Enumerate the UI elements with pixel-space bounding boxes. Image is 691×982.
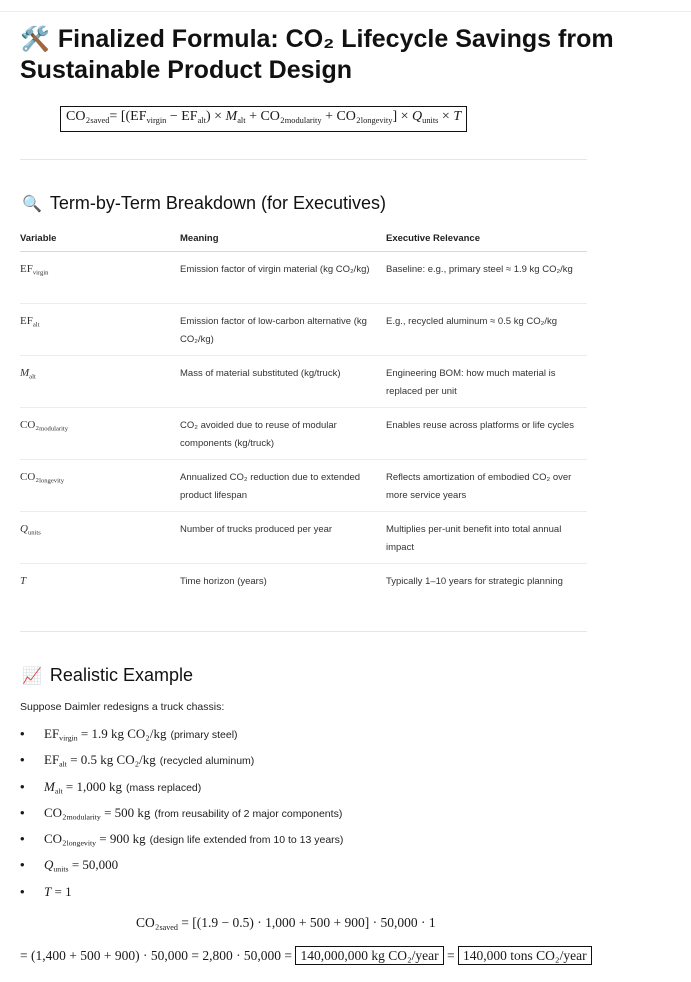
list-item: • $CO_2_{modularity} = 500$ kg (from reusability of 2 major components) [20,801,520,827]
page-title [20,24,640,85]
tools-icon: 🛠️ [20,26,50,53]
section-divider [20,159,587,160]
chart-increasing-icon: 📈 [22,668,42,685]
meaning-cell: CO₂ avoided due to reuse of modular components (kg/truck) [180,408,386,460]
list-item: • $EF_{virgin} = 1.9$ kg CO₂/kg (primary steel) [20,722,520,748]
variable-cell: $CO_2_{longevity}$ [20,460,180,512]
result-kg-box: 140,000,000 kg CO₂/year [295,946,443,965]
table-header-row [20,225,587,252]
variable-cell: $EF_{alt}$ [20,304,180,356]
main-formula: $CO_2_{saved}= [(EF_{virgin} - EF_{alt}) \times M_{alt} + CO_2_{modularity} + CO_2_{longevity}] \times Q_{units} \times T$ [60,106,467,132]
example-heading: 📈 Realistic Example [22,665,193,685]
example-intro: Suppose Daimler redesigns a truck chassis: [20,701,225,713]
calculation-line-1: $CO_2_{saved} = [(1.9 - 0.5) \cdot 1,000 + 500 + 900] \cdot 50,000 \cdot 1$ [136,915,436,932]
list-item: • $Q_{units} = 50,000$ [20,853,520,879]
relevance-cell: Baseline: e.g., primary steel ≈ 1.9 kg CO₂/kg [386,252,587,304]
variable-cell: $Q_{units}$ [20,512,180,564]
calculation-line-2: = (1,400 + 500 + 900) · 50,000 = 2,800 · 50,000 = 140,000,000 kg CO₂/year = 140,000 tons CO₂/year [20,946,592,966]
magnifier-icon: 🔍 [22,196,42,213]
meaning-cell: Number of trucks produced per year [180,512,386,564]
table-row [20,356,587,408]
variable-cell: $EF_{virgin}$ [20,252,180,304]
section-divider [20,631,587,632]
variable-cell: $M_{alt}$ [20,356,180,408]
meaning-cell: Annualized CO₂ reduction due to extended product lifespan [180,460,386,512]
top-divider [0,11,691,12]
list-item: • $CO_2_{longevity} = 900$ kg (design life extended from 10 to 13 years) [20,827,520,853]
table-row [20,408,587,460]
table-row [20,252,587,304]
meaning-cell: Mass of material substituted (kg/truck) [180,356,386,408]
list-item: • $M_{alt} = 1,000$ kg (mass replaced) [20,775,520,801]
table-row [20,512,587,564]
list-item: • $EF_{alt} = 0.5$ kg CO₂/kg (recycled aluminum) [20,748,520,774]
variable-cell: T [20,575,27,587]
meaning-cell: Emission factor of virgin material (kg CO₂/kg) [180,252,386,304]
table-row [20,304,587,356]
result-tons-box: 140,000 tons CO₂/year [458,946,592,965]
relevance-cell: Enables reuse across platforms or life cycles [386,408,587,460]
table-row [20,460,587,512]
table-row [20,564,587,616]
column-header: Variable [20,225,180,252]
column-header: Executive Relevance [386,225,587,252]
meaning-cell: Emission factor of low-carbon alternative (kg CO₂/kg) [180,304,386,356]
list-item: • T = 1 [20,880,520,906]
example-list [20,722,520,906]
page-title-text: Finalized Formula: CO₂ Lifecycle Savings from Sustainable Product Design [20,25,614,84]
variable-cell: $CO_2_{modularity}$ [20,408,180,460]
breakdown-heading: 🔍 Term-by-Term Breakdown (for Executives) [22,193,387,213]
relevance-cell: E.g., recycled aluminum ≈ 0.5 kg CO₂/kg [386,304,587,356]
relevance-cell: Multiplies per-unit benefit into total annual impact [386,512,587,564]
column-header: Meaning [180,225,386,252]
relevance-cell: Reflects amortization of embodied CO₂ over more service years [386,460,587,512]
relevance-cell: Typically 1–10 years for strategic planning [386,576,563,587]
term-table [20,225,587,615]
relevance-cell: Engineering BOM: how much material is replaced per unit [386,356,587,408]
meaning-cell: Time horizon (years) [180,576,267,587]
